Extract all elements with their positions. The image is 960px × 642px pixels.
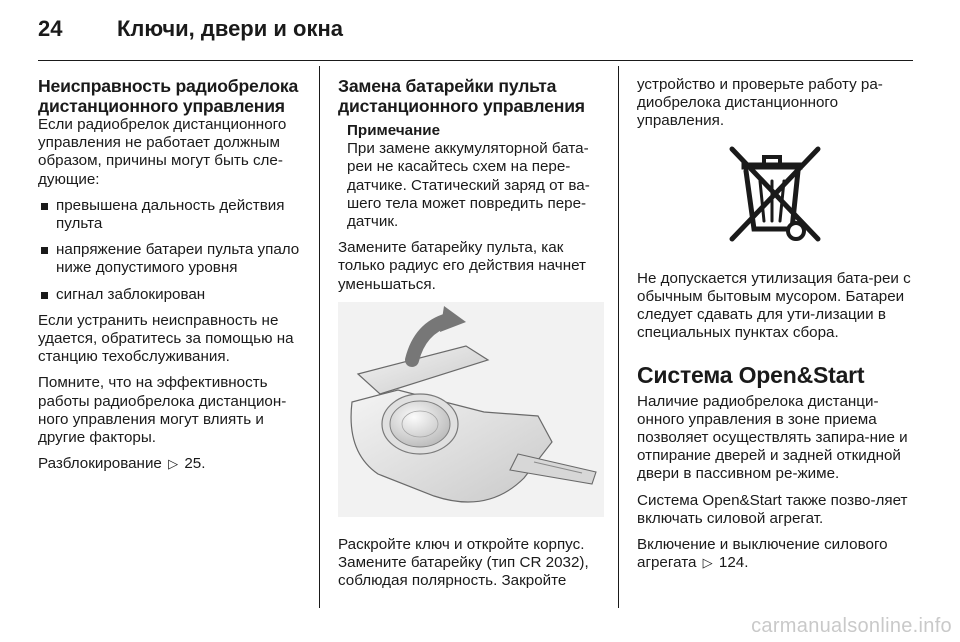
crossed-out-wheelie-bin-icon xyxy=(720,139,830,247)
note-title: Примечание xyxy=(347,122,441,139)
arrow-right-outline-icon: ▷ xyxy=(702,555,713,571)
xref-label: Включение и выключение силового агрегата xyxy=(637,536,888,572)
column-1 xyxy=(38,76,310,481)
xref-page: 124. xyxy=(718,554,749,572)
arrow-right-outline-icon: ▷ xyxy=(168,456,179,472)
paragraph: Наличие радиобрелока дистанци-онного управления в зоне приема позволяет осуществлять запира-ние и отпирание дверей и задней откидной двери в пассивном ре-жиме. xyxy=(637,392,908,483)
key-fob-battery-image xyxy=(338,302,604,517)
cross-reference[interactable] xyxy=(637,536,913,572)
column-divider xyxy=(618,66,619,608)
chapter-title: Ключи, двери и окна xyxy=(117,16,343,41)
bullet-square-icon xyxy=(41,203,48,210)
bullet-list xyxy=(38,197,310,304)
column-3 xyxy=(637,76,913,580)
note-text: При замене аккумуляторной бата-реи не касайтесь схем на пере-датчике. Статический заряд от ва-шего тела может повредить пере-датчик. xyxy=(347,140,590,231)
column-2 xyxy=(338,76,606,599)
list-item: превышена дальность действия пульта xyxy=(38,197,310,233)
list-item: напряжение батареи пульта упало ниже допустимого уровня xyxy=(38,241,310,277)
paragraph: Не допускается утилизация бата-реи с обычным бытовым мусором. Батареи следует сдавать для ути-лизации в специальных пунктах сбора. xyxy=(637,269,911,342)
paragraph: Если устранить неисправность не удается, обратитесь за помощью на станцию техобслуживания. xyxy=(38,311,294,366)
cross-reference[interactable] xyxy=(38,455,310,473)
paragraph: Система Open&Start также позво-ляет включать силовой агрегат. xyxy=(637,491,908,527)
header-rule xyxy=(38,60,913,61)
bullet-square-icon xyxy=(41,292,48,299)
site-watermark: carmanualsonline.info xyxy=(751,615,952,637)
page-number: 24 xyxy=(38,16,63,41)
paragraph: устройство и проверьте работу ра-диобрелока дистанционного управления. xyxy=(637,76,883,130)
section-heading: Система Open&Start xyxy=(637,361,865,388)
paragraph: Помните, что на эффективность работы радиобрелока дистанцион-ного управления могут влиять и другие факторы. xyxy=(38,374,287,447)
paragraph: Раскройте ключ и откройте корпус. Замените батарейку (тип CR 2032), соблюдая полярность. Закройте xyxy=(338,536,589,590)
paragraph: Если радиобрелок дистанционного управления не работает должным образом, причины могут быть сле-дующие: xyxy=(38,116,287,188)
note-box xyxy=(338,122,606,231)
list-item: сигнал заблокирован xyxy=(38,286,310,304)
disposal-symbol-figure xyxy=(637,139,913,252)
key-battery-illustration xyxy=(338,302,606,522)
section-heading: Замена батарейки пульта дистанционного управления xyxy=(338,76,585,116)
paragraph: Замените батарейку пульта, как только радиус его действия начнет уменьшаться. xyxy=(338,239,586,293)
column-divider xyxy=(319,66,320,608)
xref-page: 25. xyxy=(184,455,206,473)
xref-label: Разблокирование xyxy=(38,455,162,473)
section-heading: Неисправность радиобрелока дистанционного управления xyxy=(38,76,299,116)
bullet-square-icon xyxy=(41,247,48,254)
